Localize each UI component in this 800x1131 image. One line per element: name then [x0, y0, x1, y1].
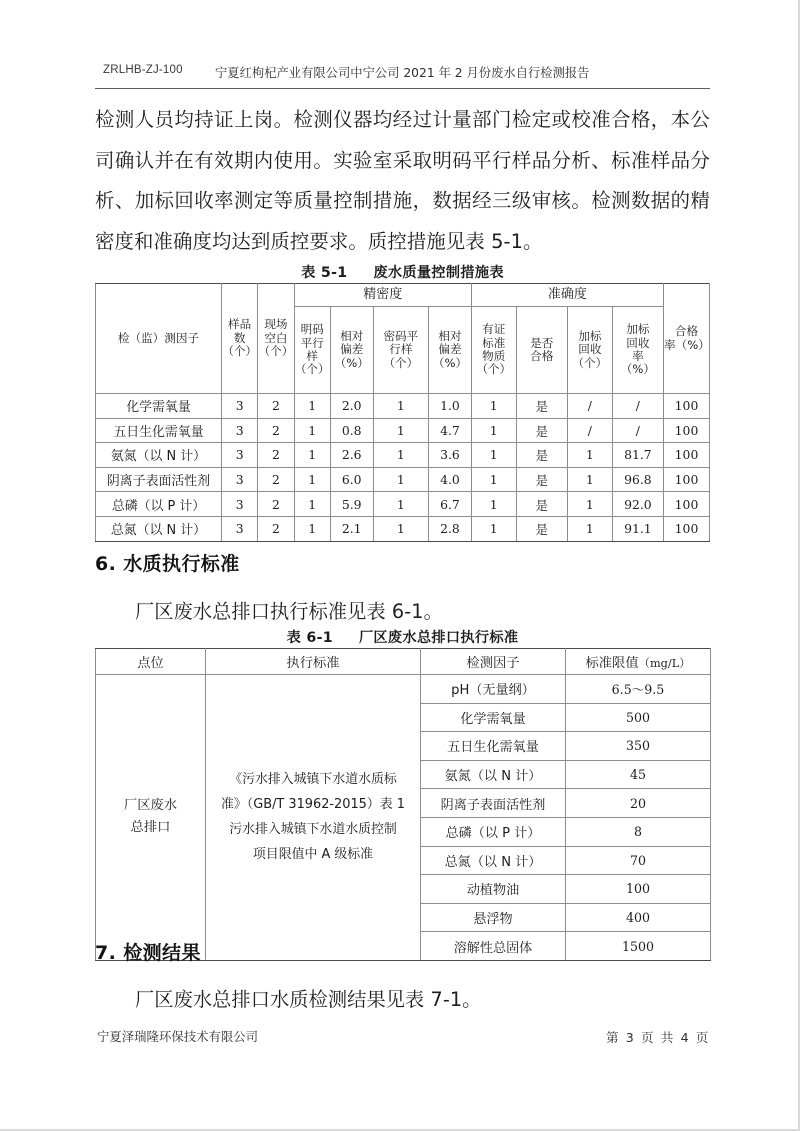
- cell-detection-factor: 五日生化需氧量: [421, 732, 566, 761]
- cell-rel-dev2: 4.7: [429, 418, 472, 443]
- cell-standard-limit: 45: [566, 760, 711, 789]
- cell-crm: 1: [471, 467, 516, 492]
- table-row: [96, 394, 710, 419]
- rel-dev2-line3: （%）: [432, 355, 468, 370]
- cell-field-blank: 2: [258, 467, 294, 492]
- table-row: [96, 516, 710, 541]
- spike-rate-line2: 回收: [626, 335, 650, 350]
- cell-sample-count: 3: [221, 492, 257, 517]
- col-header-sample-count: [221, 284, 257, 394]
- cell-crm: 1: [471, 443, 516, 468]
- cell-rel-dev2: 3.6: [429, 443, 472, 468]
- col-header-certified-reference-material: [471, 307, 516, 394]
- cell-sample-count: 3: [221, 467, 257, 492]
- cell-detection-factor: 化学需氧量: [421, 703, 566, 732]
- cell-factor: 化学需氧量: [96, 394, 222, 419]
- cell-sample-count: 3: [221, 516, 257, 541]
- sample-count-line3: （个）: [222, 344, 258, 359]
- col-header-accuracy-group: 准确度: [471, 284, 663, 307]
- cell-factor: 氨氮（以 N 计）: [96, 443, 222, 468]
- crm-line3: 物质: [482, 349, 506, 363]
- cell-crm: 1: [471, 394, 516, 419]
- cell-blind-parallel: 1: [373, 418, 429, 443]
- col-header-qualified: [516, 307, 567, 394]
- sample-count-line1: 样品: [228, 317, 252, 332]
- cell-field-blank: 2: [258, 443, 294, 468]
- rel-dev1-line1: 相对: [340, 328, 364, 343]
- cell-standard-limit: 70: [566, 846, 711, 875]
- col-header-precision-group: 精密度: [294, 284, 471, 307]
- cell-standard-limit: 350: [566, 732, 711, 761]
- cell-factor: 总氮（以 N 计）: [96, 516, 222, 541]
- cell-blind-parallel: 1: [373, 492, 429, 517]
- open-parallel-line4: （个）: [294, 362, 330, 377]
- section-6-intro: 厂区废水总排口执行标准见表 6-1。: [135, 600, 443, 623]
- spike-n-line2: 回收: [578, 342, 602, 357]
- open-parallel-line1: 明码: [300, 322, 324, 337]
- blind-parallel-line2: 行样: [389, 342, 413, 357]
- blind-parallel-line3: （个）: [383, 355, 419, 370]
- cell-rel-dev1: 2.0: [330, 394, 373, 419]
- cell-pass-rate: 100: [664, 467, 710, 492]
- cell-pass-rate: 100: [664, 418, 710, 443]
- cell-open-parallel: 1: [294, 443, 330, 468]
- execution-standard-line: 准》（GB/T 31962-2015）表 1: [221, 797, 405, 813]
- document-code: ZRLHB-ZJ-100: [103, 64, 183, 76]
- table-6-1-caption: [95, 627, 710, 647]
- table-6-1-header-row: [96, 649, 711, 675]
- col-header-detection-factor: 检测因子: [421, 649, 566, 675]
- col-header-factor: 检（监）测因子: [96, 284, 222, 394]
- cell-spike-rate: 96.8: [612, 467, 663, 492]
- col-header-pass-rate: [664, 284, 710, 394]
- cell-sample-count: 3: [221, 443, 257, 468]
- cell-blind-parallel: 1: [373, 394, 429, 419]
- table-6-1-caption-number: 表 6-1: [286, 630, 333, 646]
- col-header-point: 点位: [96, 649, 206, 675]
- cell-spike-rate: /: [612, 394, 663, 419]
- cell-open-parallel: 1: [294, 516, 330, 541]
- col-header-relative-deviation-1: [330, 307, 373, 394]
- cell-detection-factor: 总氮（以 N 计）: [421, 846, 566, 875]
- cell-open-parallel: 1: [294, 467, 330, 492]
- cell-spike-n: 1: [567, 443, 612, 468]
- cell-detection-factor: pH（无量纲）: [421, 675, 566, 704]
- cell-sample-count: 3: [221, 394, 257, 419]
- col-header-standard: 执行标准: [206, 649, 421, 675]
- cell-rel-dev2: 6.7: [429, 492, 472, 517]
- cell-detection-factor: 总磷（以 P 计）: [421, 817, 566, 846]
- cell-rel-dev1: 6.0: [330, 467, 373, 492]
- spike-rate-line1: 加标: [626, 322, 650, 337]
- execution-standard-line: 污水排入城镇下水道水质控制: [229, 822, 397, 838]
- cell-spike-rate: 91.1: [612, 516, 663, 541]
- cell-field-blank: 2: [258, 492, 294, 517]
- crm-line2: 标准: [482, 335, 506, 350]
- cell-standard-limit: 20: [566, 789, 711, 818]
- table-row: [96, 675, 711, 704]
- cell-standard-limit: 400: [566, 903, 711, 932]
- cell-standard-limit: 8: [566, 817, 711, 846]
- cell-detection-factor: 阴离子表面活性剂: [421, 789, 566, 818]
- pass-rate-line2: 率（%）: [664, 337, 710, 352]
- cell-factor: 五日生化需氧量: [96, 418, 222, 443]
- section-6-heading: 6. 水质执行标准: [95, 553, 240, 575]
- table-6-1-body: [96, 675, 711, 961]
- field-blank-line2: 空白: [264, 330, 288, 345]
- cell-field-blank: 2: [258, 394, 294, 419]
- cell-crm: 1: [471, 516, 516, 541]
- open-parallel-line2: 平行: [300, 335, 324, 350]
- cell-detection-factor: 溶解性总固体: [421, 932, 566, 961]
- table-row: [96, 492, 710, 517]
- cell-spike-rate: 92.0: [612, 492, 663, 517]
- limit-label: 标准限值: [585, 656, 639, 671]
- col-header-field-blank: [258, 284, 294, 394]
- cell-blind-parallel: 1: [373, 443, 429, 468]
- execution-standard-line: 项目限值中 A 级标准: [252, 847, 374, 863]
- cell-blind-parallel: 1: [373, 516, 429, 541]
- cell-crm: 1: [471, 492, 516, 517]
- table-6-1-caption-title: 厂区废水总排口执行标准: [358, 630, 519, 646]
- cell-factor: 阴离子表面活性剂: [96, 467, 222, 492]
- execution-standard-line: 《污水排入城镇下水道水质标: [229, 772, 397, 788]
- cell-pass-rate: 100: [664, 492, 710, 517]
- blind-parallel-line1: 密码平: [383, 328, 419, 343]
- col-header-standard-limit: [566, 649, 711, 675]
- cell-open-parallel: 1: [294, 492, 330, 517]
- cell-spike-n: 1: [567, 492, 612, 517]
- table-5-1-body: [96, 394, 710, 542]
- discharge-standard-table: [95, 648, 711, 961]
- cell-standard-limit: 100: [566, 875, 711, 904]
- cell-execution-standard: [206, 675, 421, 961]
- cell-spike-rate: /: [612, 418, 663, 443]
- cell-rel-dev1: 2.6: [330, 443, 373, 468]
- cell-detection-factor: 悬浮物: [421, 903, 566, 932]
- cell-rel-dev1: 0.8: [330, 418, 373, 443]
- cell-spike-n: 1: [567, 467, 612, 492]
- rel-dev1-line3: （%）: [334, 355, 369, 370]
- spike-rate-line4: （%）: [620, 362, 655, 377]
- cell-rel-dev2: 2.8: [429, 516, 472, 541]
- section-7-intro: 厂区废水总排口水质检测结果见表 7-1。: [135, 988, 482, 1011]
- cell-pass-rate: 100: [664, 394, 710, 419]
- cell-open-parallel: 1: [294, 418, 330, 443]
- cell-qualified: 是: [516, 418, 567, 443]
- col-header-relative-deviation-2: [429, 307, 472, 394]
- cell-qualified: 是: [516, 492, 567, 517]
- table-5-1-header-row-1: [96, 284, 710, 307]
- table-5-1-caption-title: 废水质量控制措施表: [373, 265, 504, 281]
- cell-qualified: 是: [516, 394, 567, 419]
- footer-company: 宁夏泽瑞隆环保技术有限公司: [97, 1029, 259, 1044]
- cell-pass-rate: 100: [664, 516, 710, 541]
- rel-dev1-line2: 偏差: [340, 342, 364, 357]
- field-blank-line3: （个）: [258, 344, 294, 359]
- rel-dev2-line1: 相对: [438, 328, 462, 343]
- cell-field-blank: 2: [258, 418, 294, 443]
- cell-blind-parallel: 1: [373, 467, 429, 492]
- cell-rel-dev2: 1.0: [429, 394, 472, 419]
- crm-line4: （个）: [476, 362, 512, 377]
- cell-detection-factor: 氨氮（以 N 计）: [421, 760, 566, 789]
- cell-spike-rate: 81.7: [612, 443, 663, 468]
- table-row: [96, 467, 710, 492]
- qualified-line1: 是否: [530, 335, 554, 350]
- discharge-point-line: 总排口: [130, 820, 171, 836]
- cell-rel-dev1: 5.9: [330, 492, 373, 517]
- running-header: [95, 62, 710, 89]
- page-content-area: [95, 0, 710, 1131]
- cell-spike-n: /: [567, 394, 612, 419]
- intro-paragraph: 检测人员均持证上岗。检测仪器均经过计量部门检定或校准合格，本公司确认并在有效期内使用。实验室采取明码平行样品分析、标准样品分析、加标回收率测定等质量控制措施，数据经三级审核。检测数据的精密度和准确度均达到质控要求。质控措施见表 5-1。: [95, 108, 710, 253]
- col-header-spike-recovery-rate: [612, 307, 663, 394]
- pass-rate-line1: 合格: [674, 324, 699, 339]
- spike-rate-line3: 率: [632, 349, 644, 363]
- col-header-blind-parallel: [373, 307, 429, 394]
- cell-standard-limit: 500: [566, 703, 711, 732]
- table-5-1-caption: [95, 262, 710, 282]
- cell-detection-factor: 动植物油: [421, 875, 566, 904]
- report-title: 宁夏红枸杞产业有限公司中宁公司 2021 年 2 月份废水自行检测报告: [215, 66, 590, 80]
- discharge-point-line: 厂区废水: [123, 798, 178, 814]
- cell-qualified: 是: [516, 516, 567, 541]
- table-row: [96, 418, 710, 443]
- cell-spike-n: /: [567, 418, 612, 443]
- spike-n-line1: 加标: [578, 328, 602, 343]
- table-5-1-caption-number: 表 5-1: [301, 265, 348, 281]
- cell-pass-rate: 100: [664, 443, 710, 468]
- quality-control-table: [95, 283, 710, 542]
- cell-open-parallel: 1: [294, 394, 330, 419]
- cell-spike-n: 1: [567, 516, 612, 541]
- table-row: [96, 443, 710, 468]
- limit-unit: （mg/L）: [638, 657, 691, 670]
- crm-line1: 有证: [482, 322, 506, 337]
- cell-standard-limit: 6.5～9.5: [566, 675, 711, 704]
- section-7-heading: 7. 检测结果: [95, 942, 201, 964]
- field-blank-line1: 现场: [264, 317, 288, 332]
- spike-n-line3: （个）: [572, 355, 608, 370]
- col-header-spike-recovery-count: [567, 307, 612, 394]
- cell-rel-dev1: 2.1: [330, 516, 373, 541]
- cell-crm: 1: [471, 418, 516, 443]
- open-parallel-line3: 样: [306, 349, 319, 363]
- footer-page-number: 第 3 页 共 4 页: [605, 1030, 710, 1045]
- cell-discharge-point: [96, 675, 206, 961]
- cell-qualified: 是: [516, 467, 567, 492]
- qualified-line2: 合格: [530, 349, 554, 363]
- col-header-open-parallel: [294, 307, 330, 394]
- cell-qualified: 是: [516, 443, 567, 468]
- rel-dev2-line2: 偏差: [438, 342, 462, 357]
- sample-count-line2: 数: [233, 330, 246, 345]
- cell-field-blank: 2: [258, 516, 294, 541]
- cell-sample-count: 3: [221, 418, 257, 443]
- cell-factor: 总磷（以 P 计）: [96, 492, 222, 517]
- cell-rel-dev2: 4.0: [429, 467, 472, 492]
- cell-standard-limit: 1500: [566, 932, 711, 961]
